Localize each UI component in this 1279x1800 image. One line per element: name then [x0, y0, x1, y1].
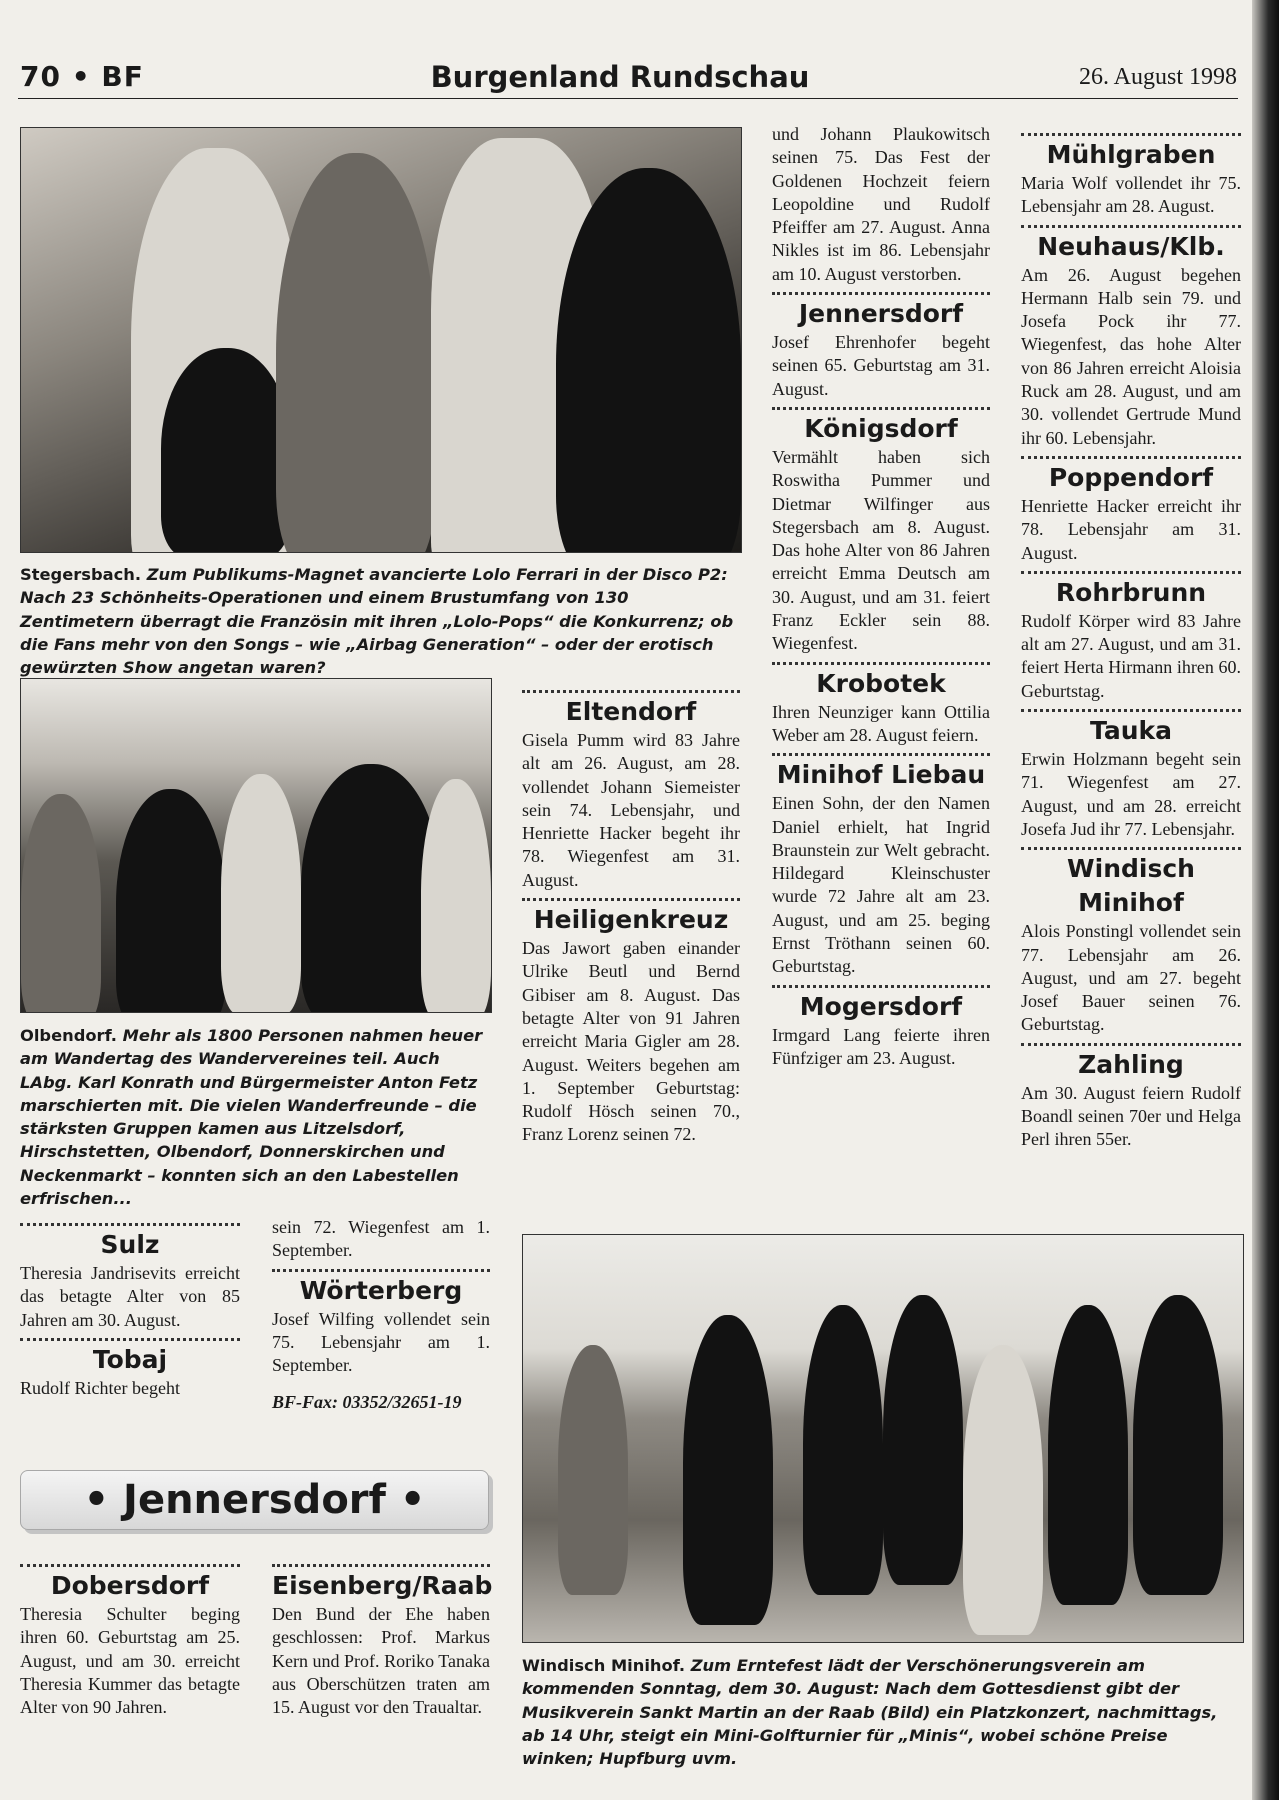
article-poppendorf [1021, 456, 1241, 565]
caption-stegersbach [20, 563, 738, 679]
article-text: Das Jawort gaben einander Ulrike Beutl und Bernd Gibiser am 8. August. Das betagte Alter von 91 Jahren erreicht Maria Gigler am 28. August. Weiters begehen am 1. September Geburtstag: Rudolf Hösch seinen 70., Franz Lorenz seinen 72. [522, 938, 740, 1145]
photo-olbendorf [20, 678, 492, 1013]
caption-olbendorf [20, 1024, 490, 1210]
caption-windisch-minihof [522, 1654, 1244, 1770]
article-heading: Wörterberg [299, 1275, 463, 1305]
issue-date: 26. August 1998 [1078, 64, 1237, 90]
photo-stegersbach [20, 127, 742, 553]
article-heading: Königsdorf [804, 413, 958, 443]
article-heading: Minihof Liebau [776, 760, 986, 790]
article-heading: Eisenberg/Raab [272, 1571, 493, 1600]
article-heading: Mühlgraben [1046, 140, 1216, 169]
article-heading: Krobotek [816, 668, 946, 698]
article-eltendorf [522, 690, 740, 892]
article-text: Maria Wolf vollendet ihr 75. Lebensjahr am 28. August. [1021, 173, 1241, 217]
page-number: 70 • BF [20, 60, 144, 93]
column-right [1021, 133, 1241, 1152]
article-tauka [1021, 709, 1241, 841]
article-heading: Jennersdorf [798, 299, 964, 329]
article-heading: Windisch Minihof [1067, 854, 1195, 918]
article-text: Theresia Schulter beging ihren 60. Geburtstag am 25. August, und am 30. erreicht Theresia Kummer das betagte Alter von 90 Jahren. [20, 1604, 240, 1718]
article-sulz [20, 1223, 240, 1332]
article-text: und Johann Plaukowitsch seinen 75. Das Fest der Goldenen Hochzeit feiern Leopoldine und Rudolf Pfeiffer am 27. August. Anna Nikles ist im 86. Lebensjahr am 10. August verstorben. [772, 124, 990, 284]
article-heading: Neuhaus/Klb. [1037, 231, 1225, 261]
article-rohrbrunn [1021, 571, 1241, 703]
caption-text: Zum Erntefest lädt der Verschönerungsverein am kommenden Sonntag, dem 30. August: Nach dem Gottesdienst gibt der Musikverein Sankt Martin an der Raab (Bild) ein Platzkonzert, nachmittags, ab 14 Uhr, steigt ein Mini-Golfturnier für „Minis“, wobei schöne Preise winken; Hupfburg uvm. [522, 1656, 1218, 1769]
article-text: Rudolf Körper wird 83 Jahre alt am 27. August, und am 31. feiert Herta Hirmann ihren 60. Geburtstag. [1021, 610, 1241, 701]
article-tobaj [20, 1338, 240, 1400]
article-text: Gisela Pumm wird 83 Jahre alt am 26. August, am 28. vollendet Johann Siemeister sein 74. Lebensjahr, und Henriette Hacker begeht ihr 78. Wiegenfest am 31. August. [522, 730, 740, 890]
article-heading: Dobersdorf [50, 1571, 210, 1600]
fax-number: BF-Fax: 03352/32651-19 [272, 1392, 462, 1413]
article-text: Einen Sohn, der den Namen Daniel erhielt, hat Ingrid Braunstein zur Welt gebracht. Hildegard Kleinschuster wurde 72 Jahre alt am 23. August, und am 25. beging Ernst Tröthann seinen 60. Geburtstag. [772, 793, 990, 977]
article-heading: Sulz [100, 1230, 160, 1259]
district-banner: • Jennersdorf • [20, 1470, 489, 1530]
column-lower-left [20, 1223, 240, 1400]
article-text: Alois Ponstingl vollendet sein 77. Lebensjahr am 26. August, und am 27. begeht Josef Bauer seinen 76. Geburtstag. [1021, 921, 1241, 1035]
article-krobotek [772, 662, 990, 748]
article-muehlgraben [1021, 133, 1241, 219]
article-text: Josef Ehrenhofer begeht seinen 65. Geburtstag am 31. August. [772, 332, 990, 399]
article-text: Rudolf Richter begeht [20, 1377, 180, 1398]
article-zahling [1021, 1043, 1241, 1152]
article-heiligenkreuz [522, 898, 740, 1147]
column-center [522, 690, 740, 1147]
article-text: Am 26. August begehen Hermann Halb sein 79. und Josefa Pock ihr 77. Wiegenfest, das hohe Alter von 86 Jahren erreicht Aloisia Ruck am 28. August, und am 30. vollendet Gertrude Mund ihr 60. Lebensjahr. [1021, 264, 1241, 448]
article-continuation [772, 123, 990, 286]
caption-place: Windisch Minihof. [522, 1656, 686, 1675]
caption-text: Zum Publikums-Magnet avancierte Lolo Ferrari in der Disco P2: Nach 23 Schönheits-Operationen und einem Brustumfang von 130 Zentimetern überragt die Französin mit ihren „Lolo-Pops“ die Konkurrenz; ob die Fans mehr von den Songs – wie „Airbag Generation“ – oder der erotisch gewürzten Show angetan waren? [20, 565, 734, 678]
article-heading: Mogersdorf [799, 991, 963, 1021]
article-woerterberg [272, 1269, 490, 1378]
article-heading: Rohrbrunn [1055, 577, 1207, 607]
article-text: Irmgard Lang feierte ihren Fünfziger am 23. August. [772, 1024, 990, 1068]
article-heading: Eltendorf [565, 697, 697, 726]
column-mid-top [772, 123, 990, 1070]
article-text: Erwin Holzmann begeht sein 71. Wiegenfest am 27. August, und am 28. erreicht Josefa Jud ihr 77. Lebensjahr. [1021, 749, 1241, 839]
article-heading: Heiligenkreuz [533, 905, 729, 935]
article-text: Den Bund der Ehe haben geschlossen: Prof. Markus Kern und Prof. Roriko Tanaka aus Oberschützen traten am 15. August vor den Traualtar. [272, 1604, 490, 1718]
article-mogersdorf [772, 985, 990, 1071]
newspaper-title: Burgenland Rundschau [430, 60, 810, 94]
caption-place: Stegersbach. [20, 565, 142, 584]
article-koenigsdorf [772, 407, 990, 656]
page-binding-edge [1252, 0, 1279, 1800]
column-lower-mid [272, 1216, 490, 1415]
article-text: Ihren Neunziger kann Ottilia Weber am 28. August feiern. [772, 701, 990, 745]
article-windisch-minihof [1021, 847, 1241, 1036]
photo-windisch-minihof [522, 1234, 1244, 1643]
article-heading: Tobaj [92, 1344, 168, 1374]
article-minihof-liebau [772, 753, 990, 978]
article-heading: Tauka [1090, 716, 1172, 746]
article-continuation [272, 1216, 490, 1263]
article-text: Theresia Jandrisevits erreicht das betagte Alter von 85 Jahren am 30. August. [20, 1263, 240, 1330]
header-rule [18, 98, 1238, 99]
article-jennersdorf [772, 292, 990, 401]
article-text: Vermählt haben sich Roswitha Pummer und Dietmar Wilfinger aus Stegersbach am 8. August. Das hohe Alter von 86 Jahren erreicht Emma Deutsch am 30. August, und am 31. feiert Franz Eckler sein 88. Wiegenfest. [772, 446, 990, 654]
article-text: Am 30. August feiern Rudolf Boandl seinen 70er und Helga Perl ihren 55er. [1021, 1082, 1241, 1150]
article-eisenberg [272, 1564, 493, 1719]
article-text: sein 72. Wiegenfest am 1. September. [272, 1217, 490, 1261]
caption-text: Mehr als 1800 Personen nahmen heuer am Wandertag des Wandervereines teil. Auch LAbg. Karl Konrath und Bürgermeister Anton Fetz marschierten mit. Die vielen Wanderfreunde – die stärksten Gruppen kamen aus Litzelsdorf, Hirschstetten, Olbendorf, Donnerskirchen und Neckenmarkt – konnten sich an den Labestellen erfrischen... [20, 1026, 483, 1209]
article-heading: Zahling [1078, 1049, 1184, 1079]
column-bottom-left [20, 1564, 240, 1719]
article-neuhaus [1021, 225, 1241, 450]
article-dobersdorf [20, 1564, 240, 1719]
article-text: Josef Wilfing vollendet sein 75. Lebensjahr am 1. September. [272, 1308, 490, 1376]
article-text: Henriette Hacker erreicht ihr 78. Lebensjahr am 31. August. [1021, 495, 1241, 563]
caption-place: Olbendorf. [20, 1026, 117, 1045]
column-bottom-mid [272, 1564, 493, 1719]
article-heading: Poppendorf [1048, 462, 1214, 492]
